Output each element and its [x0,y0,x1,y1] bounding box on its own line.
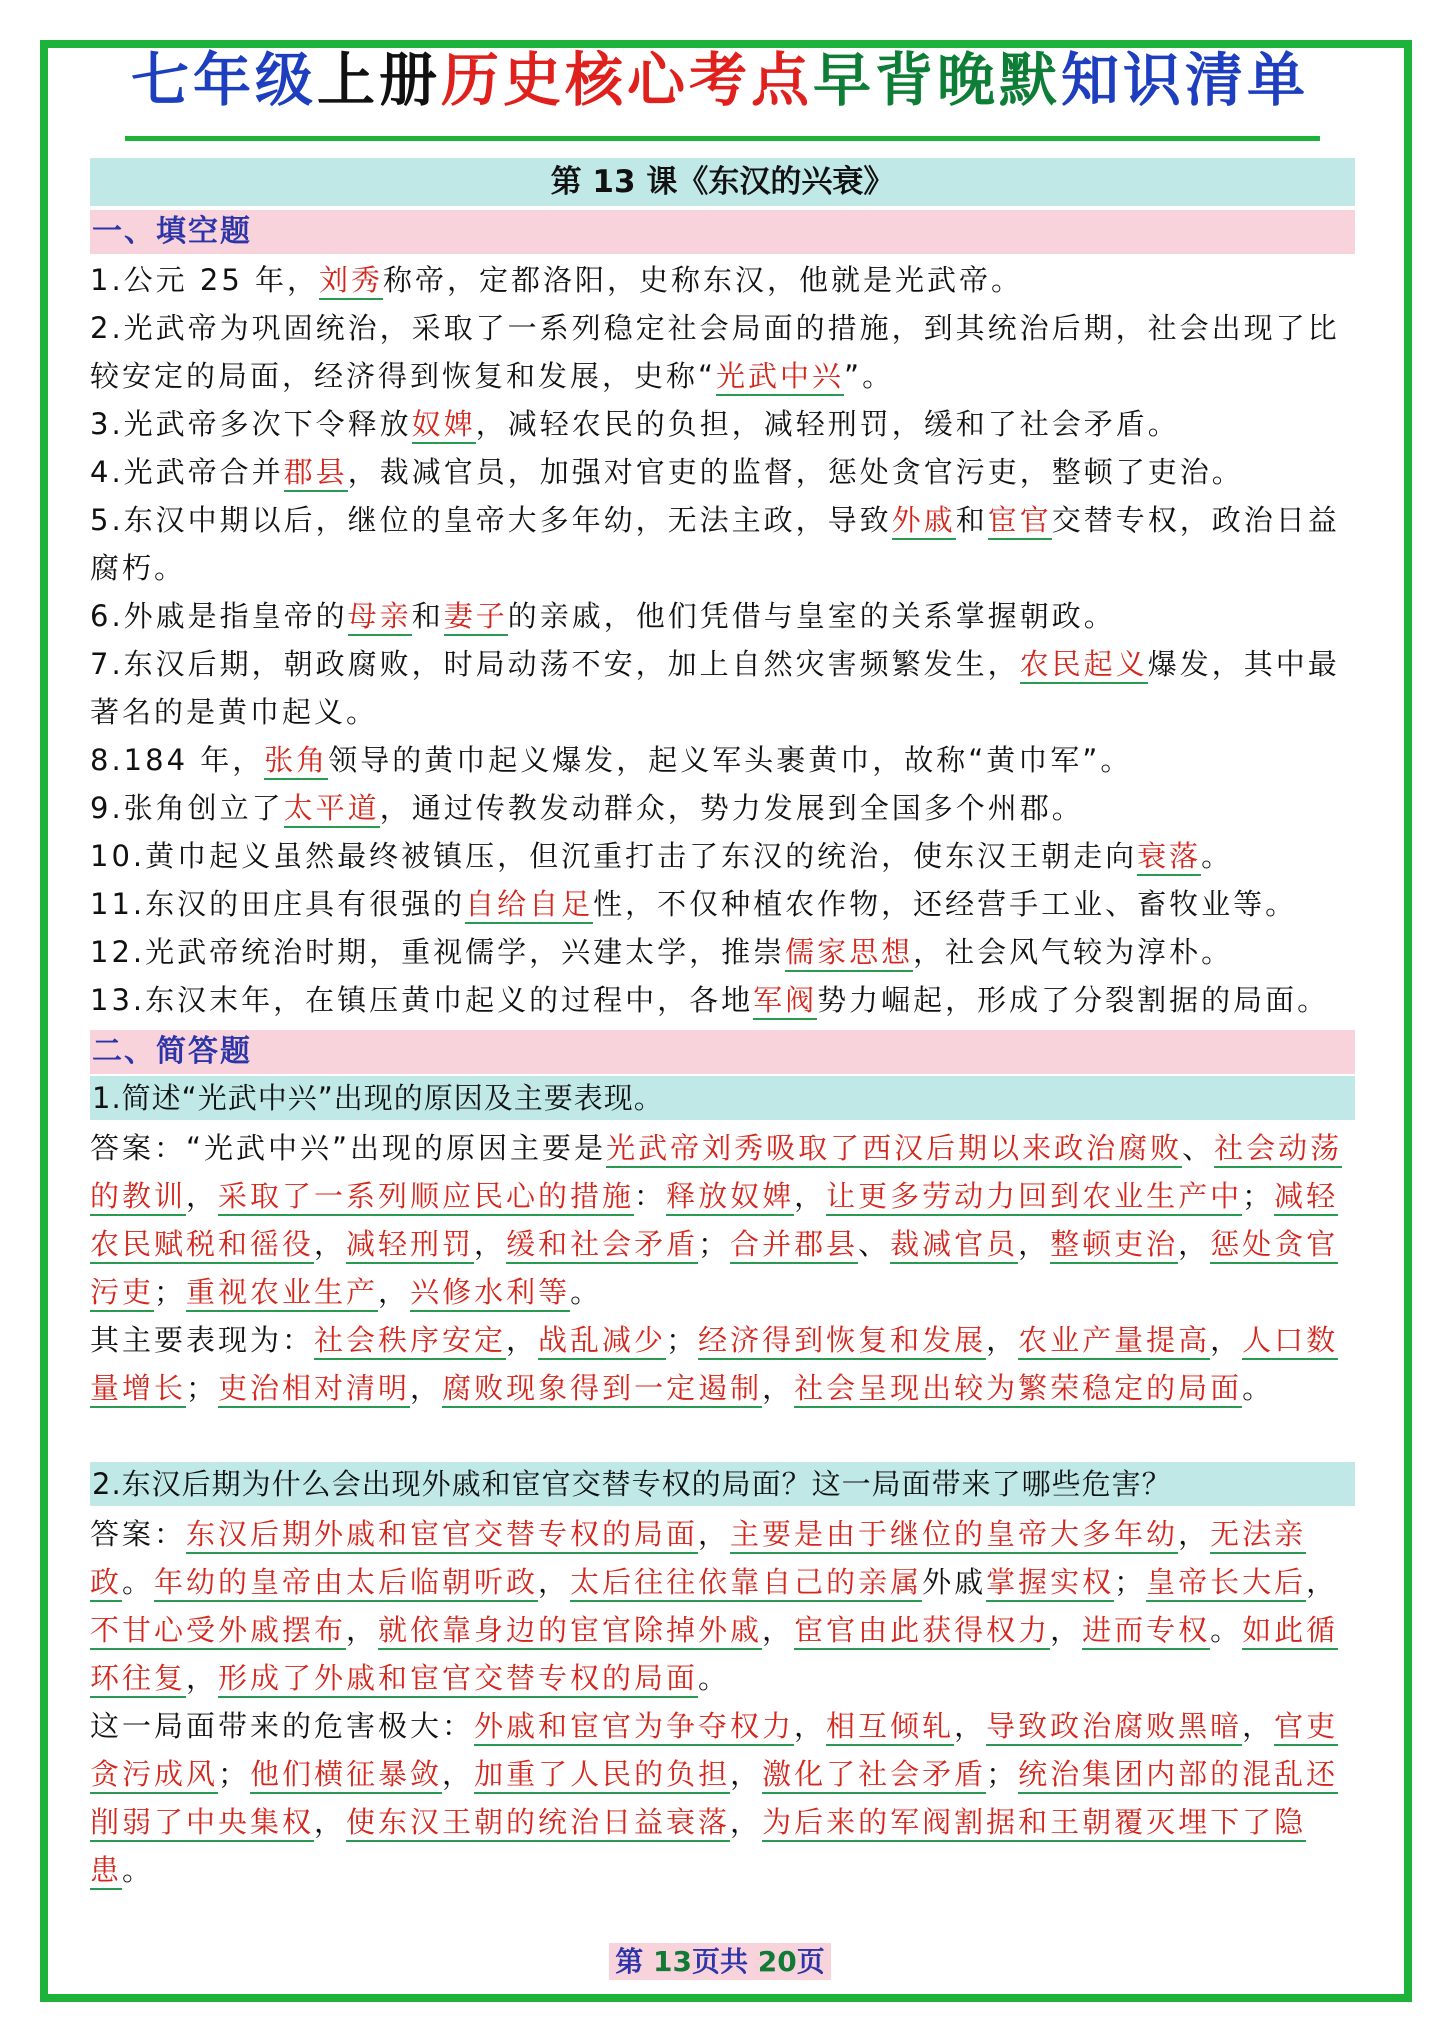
body-text: 和 [955,503,988,537]
body-text: ， [1210,1323,1243,1357]
body-text: ，通过传教发动群众，势力发展到全国多个州郡。 [379,791,1084,825]
answer-text: 无法亲政 [90,1517,1306,1602]
answer-text: 激化了社会矛盾 [762,1757,986,1794]
body-text: 7.东汉后期，朝政腐败，时局动荡不安，加上自然灾害频繁发生， [90,647,1020,681]
answer-text: 经济得到恢复和发展 [698,1323,986,1360]
question-2: 2.东汉后期为什么会出现外戚和宦官交替专权的局面？这一局面带来了哪些危害？ [90,1462,1355,1506]
answer-1-part-1 [90,1124,1360,1316]
answer-text: 重视农业生产 [186,1275,378,1312]
body-text: 交替专权，政治日益腐朽。 [90,503,1340,585]
list-item [90,400,1360,448]
body-text: 11.东汉的田庄具有很强的 [90,887,466,921]
answer-1-part-2 [90,1316,1360,1412]
answer-text: 人口数量增长 [90,1323,1338,1408]
body-text: 。 [122,1853,155,1887]
answer-text: 郡县 [284,455,348,492]
body-text: ， [378,1275,411,1309]
body-text: ， [346,1613,379,1647]
body-text: 9.张角创立了 [90,791,284,825]
answer-text: 如此循环往复 [90,1613,1338,1698]
answer-text: 就依靠身边的宦官除掉外戚 [378,1613,762,1650]
answer-text: 衰落 [1137,839,1201,876]
body-text: ， [1178,1227,1211,1261]
list-item [90,832,1360,880]
list-item [90,256,1360,304]
answer-text: 为后来的军阀割据和王朝覆灭埋下了隐患 [90,1805,1306,1890]
body-text: 5.东汉中期以后，继位的皇帝大多年幼，无法主政，导致 [90,503,892,537]
list-item [90,640,1360,736]
answer-text: 惩处贪官污吏 [90,1227,1338,1312]
answer-text: 社会动荡的教训 [90,1131,1342,1216]
body-text: ， [186,1661,219,1695]
body-text: ； [1242,1179,1275,1213]
answer-text: 宦官 [988,503,1052,540]
body-text: 。 [698,1661,731,1695]
answer-text: 母亲 [348,599,412,636]
body-text: 1.公元 25 年， [90,263,320,297]
answer-text: 减轻农民赋税和徭役 [90,1179,1338,1264]
section-heading-fill: 一、填空题 [90,210,1355,254]
answer-text: 释放奴婢 [666,1179,794,1216]
body-text: 爆发，其中最著名的是黄巾起义。 [90,647,1340,729]
question-1: 1.简述“光武中兴”出现的原因及主要表现。 [90,1076,1355,1120]
body-text: ， [762,1371,795,1405]
body-text: 势力崛起，形成了分裂割据的局面。 [817,983,1330,1017]
body-text: ， [538,1565,571,1599]
body-text: 的亲戚，他们凭借与皇室的关系掌握朝政。 [507,599,1116,633]
body-text: 、 [1182,1131,1215,1165]
body-text: 其主要表现为： [90,1323,315,1357]
body-text: ， [1178,1517,1211,1551]
body-text: 和 [411,599,444,633]
body-text: ，裁减官员，加强对官吏的监督，惩处贪官污吏，整顿了吏治。 [347,455,1244,489]
body-text: ， [986,1323,1019,1357]
answer-text: 官吏贪污成风 [90,1709,1338,1794]
answer-text: 他们横征暴敛 [250,1757,442,1794]
body-text: ； [666,1323,699,1357]
lesson-title: 第 13 课《东汉的兴衰》 [90,158,1355,206]
body-text: 、 [858,1227,891,1261]
body-text: 称帝，定都洛阳，史称东汉，他就是光武帝。 [383,263,1024,297]
body-text: 答案： [90,1517,187,1551]
body-text: ； [986,1757,1019,1791]
body-text: 。 [1201,839,1234,873]
body-text: ， [474,1227,507,1261]
body-text: ， [186,1179,219,1213]
body-text: ， [954,1709,987,1743]
answer-text: 自给自足 [465,887,593,924]
body-text: 领导的黄巾起义爆发，起义军头裹黄巾，故称“黄巾军”。 [328,743,1133,777]
answer-text: 皇帝长大后 [1146,1565,1306,1602]
list-item [90,976,1360,1024]
answer-text: 儒家思想 [785,935,913,972]
fill-blank-list [90,256,1360,1024]
title-underline [125,136,1320,141]
body-text: 。 [122,1565,155,1599]
answer-text: 让更多劳动力回到农业生产中 [826,1179,1242,1216]
list-item [90,736,1360,784]
list-item [90,784,1360,832]
body-text: ， [762,1613,795,1647]
body-text: ， [730,1805,763,1839]
body-text: ， [442,1757,475,1791]
body-text: ，减轻农民的负担，减轻刑罚，缓和了社会矛盾。 [475,407,1180,441]
answer-text: 主要是由于继位的皇帝大多年幼 [730,1517,1178,1554]
answer-text: 社会秩序安定 [314,1323,506,1360]
answer-text: 张角 [264,743,328,780]
body-text: 。 [1210,1613,1243,1647]
answer-text: 采取了一系列顺应民心的措施 [218,1179,634,1216]
answer-text: 兴修水利等 [410,1275,570,1312]
body-text: 12.光武帝统治时期，重视儒学，兴建太学，推崇 [90,935,786,969]
answer-text: 使东汉王朝的统治日益衰落 [346,1805,730,1842]
body-text: 10.黄巾起义虽然最终被镇压，但沉重打击了东汉的统治，使东汉王朝走向 [90,839,1138,873]
answer-text: 军阀 [753,983,817,1020]
body-text: ， [314,1227,347,1261]
answer-text: 进而专权 [1082,1613,1210,1650]
answer-text: 合并郡县 [730,1227,858,1264]
list-item [90,880,1360,928]
answer-2-part-2 [90,1702,1360,1894]
answer-2-part-1 [90,1510,1360,1702]
body-text: ”。 [844,359,895,393]
body-text: 性，不仅种植农作物，还经营手工业、畜牧业等。 [593,887,1298,921]
answer-text: 裁减官员 [890,1227,1018,1264]
answer-text: 形成了外戚和宦官交替专权的局面 [218,1661,698,1698]
body-text: ， [410,1371,443,1405]
body-text: 4.光武帝合并 [90,455,284,489]
list-item [90,496,1360,592]
body-text: 答案：“光武中兴”出现的原因主要是 [90,1131,607,1165]
answer-text: 光武帝刘秀吸取了西汉后期以来政治腐败 [606,1131,1182,1168]
body-text: ， [730,1757,763,1791]
body-text: ，社会风气较为淳朴。 [913,935,1234,969]
body-text: ， [794,1179,827,1213]
answer-text: 加重了人民的负担 [474,1757,730,1794]
answer-text: 社会呈现出较为繁荣稳定的局面 [794,1371,1242,1408]
page-number: 第 13页共 20页 [0,1940,1440,1980]
list-item [90,592,1360,640]
answer-text: 掌握实权 [986,1565,1114,1602]
body-text: 2.光武帝为巩固统治，采取了一系列稳定社会局面的措施，到其统治后期，社会出现了比较安定的局面，经济得到恢复和发展，史称“ [90,311,1340,393]
answer-text: 年幼的皇帝由太后临朝听政 [154,1565,538,1602]
answer-text: 吏治相对清明 [218,1371,410,1408]
body-text: ， [314,1805,347,1839]
body-text: ； [154,1275,187,1309]
answer-text: 宦官由此获得权力 [794,1613,1050,1650]
body-text: ， [1306,1565,1339,1599]
body-text: 这一局面带来的危害极大： [90,1709,475,1743]
answer-text: 奴婢 [412,407,476,444]
body-text: 6.外戚是指皇帝的 [90,599,348,633]
answer-text: 腐败现象得到一定遏制 [442,1371,762,1408]
answer-text: 刘秀 [319,263,383,300]
page-title: 七年级上册历史核心考点早背晚默知识清单 [130,46,1310,114]
list-item [90,928,1360,976]
list-item [90,448,1360,496]
answer-text: 农业产量提高 [1018,1323,1210,1360]
answer-text: 妻子 [444,599,508,636]
body-text: 13.东汉末年，在镇压黄巾起义的过程中，各地 [90,983,754,1017]
body-text: 。 [1242,1371,1275,1405]
body-text: ， [1018,1227,1051,1261]
answer-text: 农民起义 [1020,647,1148,684]
body-text: ， [1050,1613,1083,1647]
body-text: 3.光武帝多次下令释放 [90,407,412,441]
body-text: 外戚 [922,1565,987,1599]
answer-text: 缓和社会矛盾 [506,1227,698,1264]
body-text: 8.184 年， [90,743,265,777]
body-text: ， [794,1709,827,1743]
body-text: ； [1114,1565,1147,1599]
body-text: ， [698,1517,731,1551]
body-text: 。 [570,1275,603,1309]
answer-text: 东汉后期外戚和宦官交替专权的局面 [186,1517,698,1554]
answer-text: 相互倾轧 [826,1709,954,1746]
answer-text: 外戚 [892,503,956,540]
answer-text: 太平道 [284,791,380,828]
answer-text: 战乱减少 [538,1323,666,1360]
body-text: ； [698,1227,731,1261]
answer-text: 统治集团内部的混乱还削弱了中央集权 [90,1757,1338,1842]
body-text: ： [634,1179,667,1213]
body-text: ， [506,1323,539,1357]
answer-text: 导致政治腐败黑暗 [986,1709,1242,1746]
answer-text: 不甘心受外戚摆布 [90,1613,346,1650]
answer-text: 外戚和宦官为争夺权力 [474,1709,794,1746]
body-text: ， [1242,1709,1275,1743]
body-text: ； [186,1371,219,1405]
answer-text: 整顿吏治 [1050,1227,1178,1264]
answer-text: 减轻刑罚 [346,1227,474,1264]
body-text: ； [218,1757,251,1791]
list-item [90,304,1360,400]
section-heading-short-answer: 二、简答题 [90,1030,1355,1074]
answer-text: 光武中兴 [716,359,844,396]
answer-text: 太后往往依靠自己的亲属 [570,1565,922,1602]
